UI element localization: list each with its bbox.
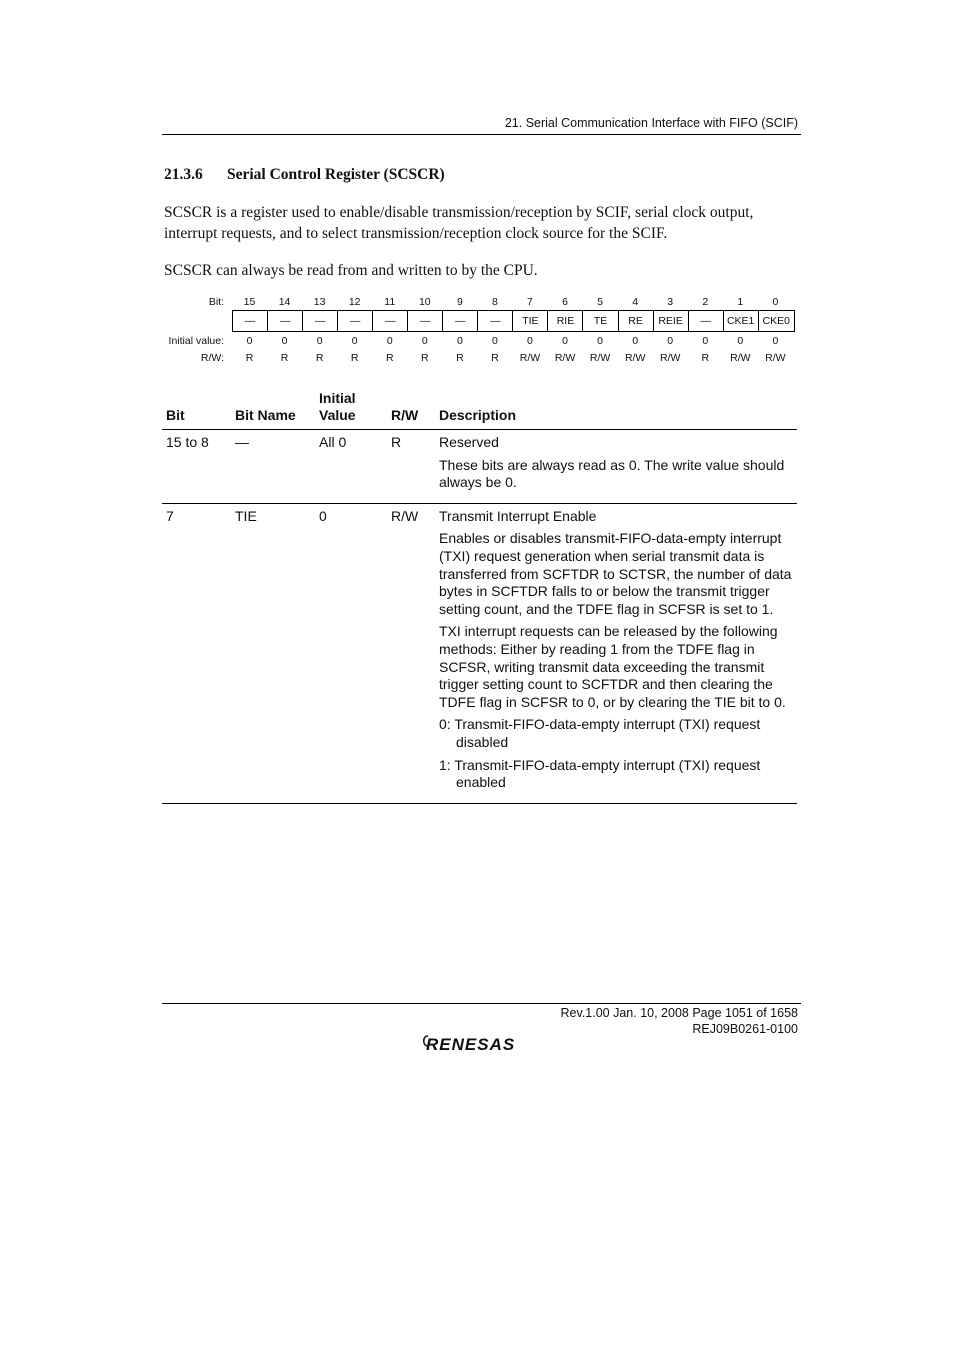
bit-rw: R/W bbox=[554, 352, 576, 364]
initial-value-row bbox=[232, 335, 795, 349]
intro-paragraph: SCSCR is a register used to enable/disable transmission/reception by SCIF, serial clock output, interrupt requests, and to select transmission/reception clock source for the SCIF. bbox=[164, 204, 754, 242]
description-line: Reserved bbox=[439, 434, 499, 450]
initial-value-row-label: Initial value: bbox=[168, 335, 224, 347]
cell-bit-name: TIE bbox=[235, 507, 257, 524]
cell-bit: 7 bbox=[166, 507, 174, 524]
table-row bbox=[162, 504, 797, 803]
header-initial: Initial bbox=[319, 390, 356, 406]
bit-name-cell: CKE1 bbox=[724, 311, 759, 331]
renesas-logo-icon bbox=[422, 1032, 542, 1056]
cell-bit: 15 to 8 bbox=[166, 434, 209, 450]
description-line: TXI interrupt requests can be released by the following methods: Either by reading 1 from the TDFE flag in SCFSR, writing transmit data exceeding the transmit trigger setting count to SCFTDR and then clearing the TDFE flag in SCFSR to 0, or by clearing the TIE bit to 0. bbox=[439, 623, 786, 710]
bit-number-row bbox=[232, 296, 795, 310]
footer-info bbox=[500, 1005, 798, 1037]
bit-name-cell: — bbox=[233, 311, 268, 331]
bit-description-table bbox=[162, 385, 797, 804]
bit-name-cell: — bbox=[338, 311, 373, 331]
cell-initial: 0 bbox=[319, 507, 327, 524]
description-line: These bits are always read as 0. The write value should always be 0. bbox=[439, 456, 785, 491]
rw-row bbox=[232, 352, 795, 366]
header-value: Value bbox=[319, 407, 356, 423]
description-line: Transmit Interrupt Enable bbox=[439, 507, 597, 524]
bit-initial-value: 0 bbox=[702, 335, 709, 347]
bit-name-cell: — bbox=[478, 311, 513, 331]
bit-row-label: Bit: bbox=[208, 296, 224, 308]
section-title: Serial Control Register (SCSCR) bbox=[227, 166, 445, 183]
footer-rule bbox=[162, 1003, 801, 1004]
bit-rw: R bbox=[245, 352, 254, 364]
bit-initial-value: 0 bbox=[386, 335, 393, 347]
section-number: 21.3.6 bbox=[164, 166, 203, 183]
cell-bit-name: — bbox=[235, 434, 249, 450]
renesas-logo bbox=[422, 1032, 542, 1061]
bit-initial-value: 0 bbox=[246, 335, 253, 347]
bit-rw: R bbox=[350, 352, 359, 364]
bit-initial-value: 0 bbox=[491, 335, 498, 347]
bit-initial-value: 0 bbox=[351, 335, 358, 347]
bit-rw: R/W bbox=[624, 352, 646, 364]
bit-number: 5 bbox=[597, 296, 604, 308]
bit-number: 9 bbox=[456, 296, 463, 308]
bit-initial-value: 0 bbox=[597, 335, 604, 347]
table-header bbox=[162, 385, 797, 429]
header-rw: R/W bbox=[391, 407, 419, 423]
running-header: 21. Serial Communication Interface with FIFO (SCIF) bbox=[504, 116, 798, 130]
rw-row-label: R/W: bbox=[200, 352, 224, 364]
bit-initial-value: 0 bbox=[667, 335, 674, 347]
bit-name-cell: TIE bbox=[513, 311, 548, 331]
header-description: Description bbox=[439, 407, 517, 423]
table-bottom-rule bbox=[162, 803, 797, 804]
bit-name-cell: TE bbox=[583, 311, 618, 331]
bit-rw: R/W bbox=[519, 352, 541, 364]
bit-name-cell: CKE0 bbox=[762, 315, 790, 327]
bit-number: 11 bbox=[384, 296, 396, 308]
bit-name-cell: — bbox=[408, 311, 443, 331]
bit-number: 13 bbox=[313, 296, 326, 308]
cell-description bbox=[439, 504, 794, 803]
table-row bbox=[162, 430, 797, 503]
bit-initial-value: 0 bbox=[632, 335, 639, 347]
bit-initial-value: 0 bbox=[421, 335, 428, 347]
cell-rw: R bbox=[391, 434, 402, 450]
bit-initial-value: 0 bbox=[316, 335, 323, 347]
bit-number: 0 bbox=[772, 296, 779, 308]
bit-number: 12 bbox=[348, 296, 361, 308]
cell-rw: R/W bbox=[391, 507, 419, 524]
bit-rw: R bbox=[456, 352, 464, 364]
bit-name-cell: RE bbox=[619, 311, 654, 331]
section-heading bbox=[164, 166, 445, 184]
bit-number: 1 bbox=[737, 296, 744, 308]
header-rule bbox=[162, 134, 801, 135]
cell-description bbox=[439, 430, 794, 503]
header-bit-name: Bit Name bbox=[235, 407, 296, 423]
bit-name-cell: RIE bbox=[548, 311, 583, 331]
bit-number: 2 bbox=[702, 296, 709, 308]
bit-name-cell: — bbox=[443, 311, 478, 331]
bit-rw: R bbox=[701, 352, 710, 364]
bit-rw: R/W bbox=[730, 352, 751, 364]
bit-rw: R bbox=[315, 352, 324, 364]
description-option: 1: Transmit-FIFO-data-empty interrupt (TXI) request enabled bbox=[439, 756, 761, 791]
bit-initial-value: 0 bbox=[281, 335, 288, 347]
bit-initial-value: 0 bbox=[456, 335, 463, 347]
access-paragraph: SCSCR can always be read from and written to by the CPU. bbox=[164, 262, 538, 279]
description-line: Enables or disables transmit-FIFO-data-empty interrupt (TXI) request generation when serial transmit data is transferred from SCFTDR to SCTSR, the number of data bytes in SCFTDR falls to or below the transmit trigger setting count, and the TDFE flag in SCFSR is set to 1. bbox=[439, 530, 792, 617]
bit-rw: R/W bbox=[589, 352, 611, 364]
bit-number: 7 bbox=[527, 296, 533, 308]
description-option: 0: Transmit-FIFO-data-empty interrupt (TXI) request disabled bbox=[439, 716, 761, 750]
svg-text:RENESAS: RENESAS bbox=[426, 1035, 516, 1054]
bit-name-cell: REIE bbox=[654, 311, 689, 331]
bit-number: 6 bbox=[562, 296, 568, 308]
bit-rw: R/W bbox=[765, 352, 786, 364]
cell-initial: All 0 bbox=[319, 434, 347, 450]
bit-name-cell: — bbox=[689, 311, 724, 331]
bit-initial-value: 0 bbox=[737, 335, 744, 347]
bit-number: 4 bbox=[632, 296, 639, 308]
footer-revision: Rev.1.00 Jan. 10, 2008 Page 1051 of 1658 bbox=[560, 1006, 798, 1020]
bit-rw: R bbox=[280, 352, 289, 364]
bit-rw: R bbox=[491, 352, 499, 364]
bit-rw: R/W bbox=[660, 352, 681, 364]
bit-number: 3 bbox=[667, 296, 674, 308]
bit-initial-value: 0 bbox=[527, 335, 533, 347]
bit-number: 14 bbox=[278, 296, 291, 308]
header-bit: Bit bbox=[166, 407, 185, 423]
register-bit-field bbox=[232, 310, 795, 332]
bit-name-cell: — bbox=[373, 311, 408, 331]
bit-rw: R bbox=[421, 352, 429, 364]
bit-number: 15 bbox=[243, 296, 256, 308]
bit-name-cell: — bbox=[303, 311, 338, 331]
footer-doc-number: REJ09B0261-0100 bbox=[692, 1022, 798, 1036]
bit-initial-value: 0 bbox=[772, 335, 779, 347]
bit-initial-value: 0 bbox=[562, 335, 568, 347]
bit-rw: R bbox=[385, 352, 394, 364]
bit-number: 8 bbox=[491, 296, 498, 308]
bit-number: 10 bbox=[418, 296, 431, 308]
bit-name-cell: — bbox=[268, 311, 303, 331]
